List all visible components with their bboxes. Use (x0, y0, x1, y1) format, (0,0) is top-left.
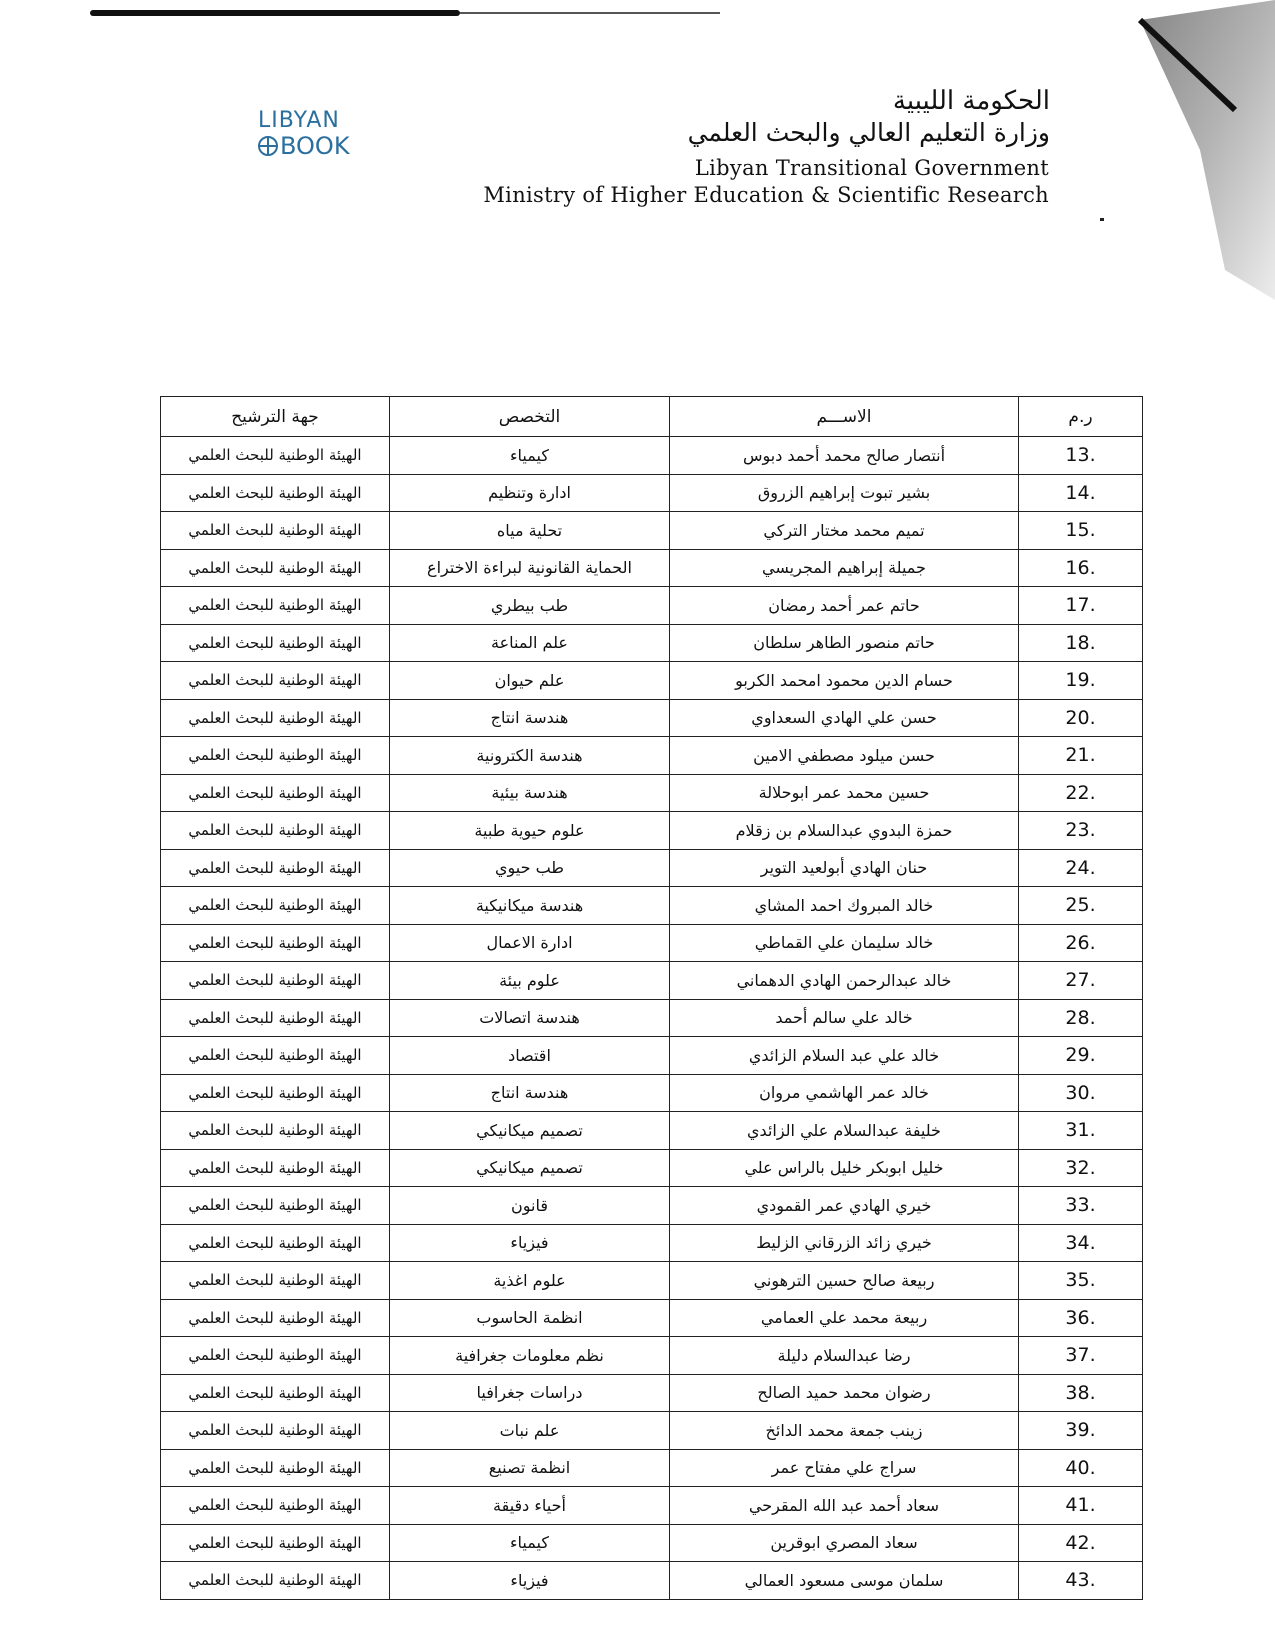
page-corner-fold (1085, 0, 1275, 300)
cell-name: أنتصار صالح محمد أحمد دبوس (670, 437, 1019, 475)
cell-name: حاتم عمر أحمد رمضان (670, 587, 1019, 625)
cell-num: .42 (1019, 1524, 1143, 1562)
cell-spec: تحلية مياه (390, 512, 670, 550)
cell-org: الهيئة الوطنية للبحث العلمي (161, 999, 390, 1037)
table-row (161, 999, 1143, 1037)
header-government-ar: الحكومة الليبية (892, 86, 1050, 116)
cell-num: .39 (1019, 1412, 1143, 1450)
cell-org: الهيئة الوطنية للبحث العلمي (161, 662, 390, 700)
cell-org: الهيئة الوطنية للبحث العلمي (161, 1374, 390, 1412)
table-row (161, 1187, 1143, 1225)
header-ministry-ar: وزارة التعليم العالي والبحث العلمي (687, 118, 1050, 147)
cell-name: حاتم منصور الطاهر سلطان (670, 624, 1019, 662)
table-row (161, 924, 1143, 962)
scan-speck (1100, 218, 1104, 221)
table-body (161, 437, 1143, 1600)
cell-num: .26 (1019, 924, 1143, 962)
table-row (161, 1262, 1143, 1300)
cell-org: الهيئة الوطنية للبحث العلمي (161, 812, 390, 850)
cell-name: جميلة إبراهيم المجريسي (670, 549, 1019, 587)
table-row (161, 1149, 1143, 1187)
globe-icon (258, 136, 278, 156)
cell-org: الهيئة الوطنية للبحث العلمي (161, 737, 390, 775)
table-row (161, 849, 1143, 887)
cell-num: .13 (1019, 437, 1143, 475)
cell-num: .37 (1019, 1337, 1143, 1375)
cell-spec: طب بيطري (390, 587, 670, 625)
column-header-num: ر.م (1019, 397, 1143, 437)
cell-name: سعاد أحمد عبد الله المقرحي (670, 1487, 1019, 1525)
cell-org: الهيئة الوطنية للبحث العلمي (161, 1487, 390, 1525)
table-row (161, 812, 1143, 850)
table-row (161, 1374, 1143, 1412)
libyan-book-logo (258, 110, 368, 158)
cell-org: الهيئة الوطنية للبحث العلمي (161, 1149, 390, 1187)
cell-num: .31 (1019, 1112, 1143, 1150)
cell-spec: اقتصاد (390, 1037, 670, 1075)
cell-org: الهيئة الوطنية للبحث العلمي (161, 849, 390, 887)
table-row (161, 1224, 1143, 1262)
cell-name: حمزة البدوي عبدالسلام بن زقلام (670, 812, 1019, 850)
cell-spec: قانون (390, 1187, 670, 1225)
cell-org: الهيئة الوطنية للبحث العلمي (161, 437, 390, 475)
cell-num: .40 (1019, 1449, 1143, 1487)
header-government-en: Libyan Transitional Government (694, 156, 1049, 180)
cell-name: خالد علي عبد السلام الزائدي (670, 1037, 1019, 1075)
cell-org: الهيئة الوطنية للبحث العلمي (161, 512, 390, 550)
scan-edge-line (90, 10, 460, 16)
cell-name: خالد المبروك احمد المشاي (670, 887, 1019, 925)
table-row (161, 737, 1143, 775)
scan-edge-line-thin (460, 12, 720, 14)
cell-spec: كيمياء (390, 437, 670, 475)
table-row (161, 1412, 1143, 1450)
table-row (161, 1074, 1143, 1112)
cell-spec: هندسة انتاج (390, 699, 670, 737)
cell-name: حسين محمد عمر ابوحلالة (670, 774, 1019, 812)
cell-org: الهيئة الوطنية للبحث العلمي (161, 774, 390, 812)
table-row (161, 1562, 1143, 1600)
cell-spec: نظم معلومات جغرافية (390, 1337, 670, 1375)
table-header-row (161, 397, 1143, 437)
cell-num: .35 (1019, 1262, 1143, 1300)
cell-num: .16 (1019, 549, 1143, 587)
cell-org: الهيئة الوطنية للبحث العلمي (161, 1224, 390, 1262)
table-row (161, 474, 1143, 512)
cell-num: .24 (1019, 849, 1143, 887)
cell-spec: علوم بيئة (390, 962, 670, 1000)
logo-line2: BOOK (280, 132, 350, 160)
cell-org: الهيئة الوطنية للبحث العلمي (161, 1037, 390, 1075)
cell-name: خيري الهادي عمر القمودي (670, 1187, 1019, 1225)
cell-org: الهيئة الوطنية للبحث العلمي (161, 1449, 390, 1487)
cell-num: .28 (1019, 999, 1143, 1037)
cell-spec: علوم اغذية (390, 1262, 670, 1300)
cell-org: الهيئة الوطنية للبحث العلمي (161, 1074, 390, 1112)
cell-org: الهيئة الوطنية للبحث العلمي (161, 699, 390, 737)
cell-num: .15 (1019, 512, 1143, 550)
cell-org: الهيئة الوطنية للبحث العلمي (161, 1112, 390, 1150)
cell-name: سعاد المصري ابوقرين (670, 1524, 1019, 1562)
table-row (161, 512, 1143, 550)
cell-num: .14 (1019, 474, 1143, 512)
cell-org: الهيئة الوطنية للبحث العلمي (161, 1187, 390, 1225)
candidates-table-container (160, 396, 1142, 1600)
cell-num: .32 (1019, 1149, 1143, 1187)
cell-spec: دراسات جغرافيا (390, 1374, 670, 1412)
cell-name: خيري زائد الزرقاني الزليط (670, 1224, 1019, 1262)
cell-spec: الحماية القانونية لبراءة الاختراع (390, 549, 670, 587)
cell-spec: هندسة ميكانيكية (390, 887, 670, 925)
table-row (161, 1037, 1143, 1075)
cell-org: الهيئة الوطنية للبحث العلمي (161, 474, 390, 512)
cell-name: سراج علي مفتاح عمر (670, 1449, 1019, 1487)
candidates-table (160, 396, 1143, 1600)
cell-spec: علم حيوان (390, 662, 670, 700)
cell-spec: فيزياء (390, 1562, 670, 1600)
cell-spec: هندسة انتاج (390, 1074, 670, 1112)
cell-org: الهيئة الوطنية للبحث العلمي (161, 1337, 390, 1375)
cell-num: .30 (1019, 1074, 1143, 1112)
cell-spec: علم المناعة (390, 624, 670, 662)
cell-num: .21 (1019, 737, 1143, 775)
cell-org: الهيئة الوطنية للبحث العلمي (161, 887, 390, 925)
table-row (161, 962, 1143, 1000)
cell-org: الهيئة الوطنية للبحث العلمي (161, 624, 390, 662)
column-header-spec: التخصص (390, 397, 670, 437)
cell-spec: ادارة الاعمال (390, 924, 670, 962)
cell-name: خالد عبدالرحمن الهادي الدهماني (670, 962, 1019, 1000)
cell-name: سلمان موسى مسعود العمالي (670, 1562, 1019, 1600)
cell-spec: طب حيوي (390, 849, 670, 887)
cell-spec: هندسة اتصالات (390, 999, 670, 1037)
cell-num: .22 (1019, 774, 1143, 812)
cell-name: ربيعة صالح حسين الترهوني (670, 1262, 1019, 1300)
header-ministry-en: Ministry of Higher Education & Scientific Research (483, 183, 1049, 207)
logo-line1: LIBYAN (258, 108, 340, 133)
cell-spec: فيزياء (390, 1224, 670, 1262)
table-row (161, 887, 1143, 925)
cell-num: .29 (1019, 1037, 1143, 1075)
cell-org: الهيئة الوطنية للبحث العلمي (161, 1562, 390, 1600)
cell-org: الهيئة الوطنية للبحث العلمي (161, 924, 390, 962)
table-row (161, 662, 1143, 700)
column-header-org: جهة الترشيح (161, 397, 390, 437)
cell-num: .36 (1019, 1299, 1143, 1337)
cell-org: الهيئة الوطنية للبحث العلمي (161, 587, 390, 625)
cell-name: تميم محمد مختار التركي (670, 512, 1019, 550)
cell-spec: أحياء دقيقة (390, 1487, 670, 1525)
cell-num: .19 (1019, 662, 1143, 700)
cell-spec: هندسة بيئية (390, 774, 670, 812)
cell-spec: تصميم ميكانيكي (390, 1149, 670, 1187)
cell-spec: كيمياء (390, 1524, 670, 1562)
cell-num: .18 (1019, 624, 1143, 662)
cell-org: الهيئة الوطنية للبحث العلمي (161, 1412, 390, 1450)
table-row (161, 1524, 1143, 1562)
table-row (161, 549, 1143, 587)
table-row (161, 1449, 1143, 1487)
column-header-name: الاســـم (670, 397, 1019, 437)
cell-name: زينب جمعة محمد الدائخ (670, 1412, 1019, 1450)
table-row (161, 1337, 1143, 1375)
cell-name: ربيعة محمد علي العمامي (670, 1299, 1019, 1337)
cell-org: الهيئة الوطنية للبحث العلمي (161, 1524, 390, 1562)
cell-name: خالد عمر الهاشمي مروان (670, 1074, 1019, 1112)
cell-spec: تصميم ميكانيكي (390, 1112, 670, 1150)
cell-num: .17 (1019, 587, 1143, 625)
cell-num: .34 (1019, 1224, 1143, 1262)
cell-num: .38 (1019, 1374, 1143, 1412)
table-row (161, 1299, 1143, 1337)
cell-name: حسن علي الهادي السعداوي (670, 699, 1019, 737)
cell-num: .41 (1019, 1487, 1143, 1525)
cell-name: خليفة عبدالسلام علي الزائدي (670, 1112, 1019, 1150)
table-row (161, 1112, 1143, 1150)
cell-name: خالد سليمان علي القماطي (670, 924, 1019, 962)
table-row (161, 699, 1143, 737)
cell-org: الهيئة الوطنية للبحث العلمي (161, 1299, 390, 1337)
cell-num: .25 (1019, 887, 1143, 925)
cell-org: الهيئة الوطنية للبحث العلمي (161, 1262, 390, 1300)
cell-name: رضا عبدالسلام دليلة (670, 1337, 1019, 1375)
cell-spec: هندسة الكترونية (390, 737, 670, 775)
table-row (161, 774, 1143, 812)
cell-org: الهيئة الوطنية للبحث العلمي (161, 962, 390, 1000)
cell-num: .20 (1019, 699, 1143, 737)
table-row (161, 587, 1143, 625)
cell-spec: ادارة وتنظيم (390, 474, 670, 512)
cell-num: .23 (1019, 812, 1143, 850)
cell-spec: انظمة الحاسوب (390, 1299, 670, 1337)
cell-name: خليل ابوبكر خليل بالراس علي (670, 1149, 1019, 1187)
cell-spec: علوم حيوية طبية (390, 812, 670, 850)
cell-name: رضوان محمد حميد الصالح (670, 1374, 1019, 1412)
cell-name: حسن ميلود مصطفي الامين (670, 737, 1019, 775)
table-row (161, 624, 1143, 662)
cell-num: .33 (1019, 1187, 1143, 1225)
cell-num: .43 (1019, 1562, 1143, 1600)
cell-num: .27 (1019, 962, 1143, 1000)
cell-name: حسام الدين محمود امحمد الكربو (670, 662, 1019, 700)
cell-spec: علم نبات (390, 1412, 670, 1450)
cell-org: الهيئة الوطنية للبحث العلمي (161, 549, 390, 587)
cell-name: خالد علي سالم أحمد (670, 999, 1019, 1037)
cell-spec: انظمة تصنيع (390, 1449, 670, 1487)
table-row (161, 1487, 1143, 1525)
cell-name: حنان الهادي أبولعيد التوير (670, 849, 1019, 887)
table-row (161, 437, 1143, 475)
cell-name: بشير تبوت إبراهيم الزروق (670, 474, 1019, 512)
